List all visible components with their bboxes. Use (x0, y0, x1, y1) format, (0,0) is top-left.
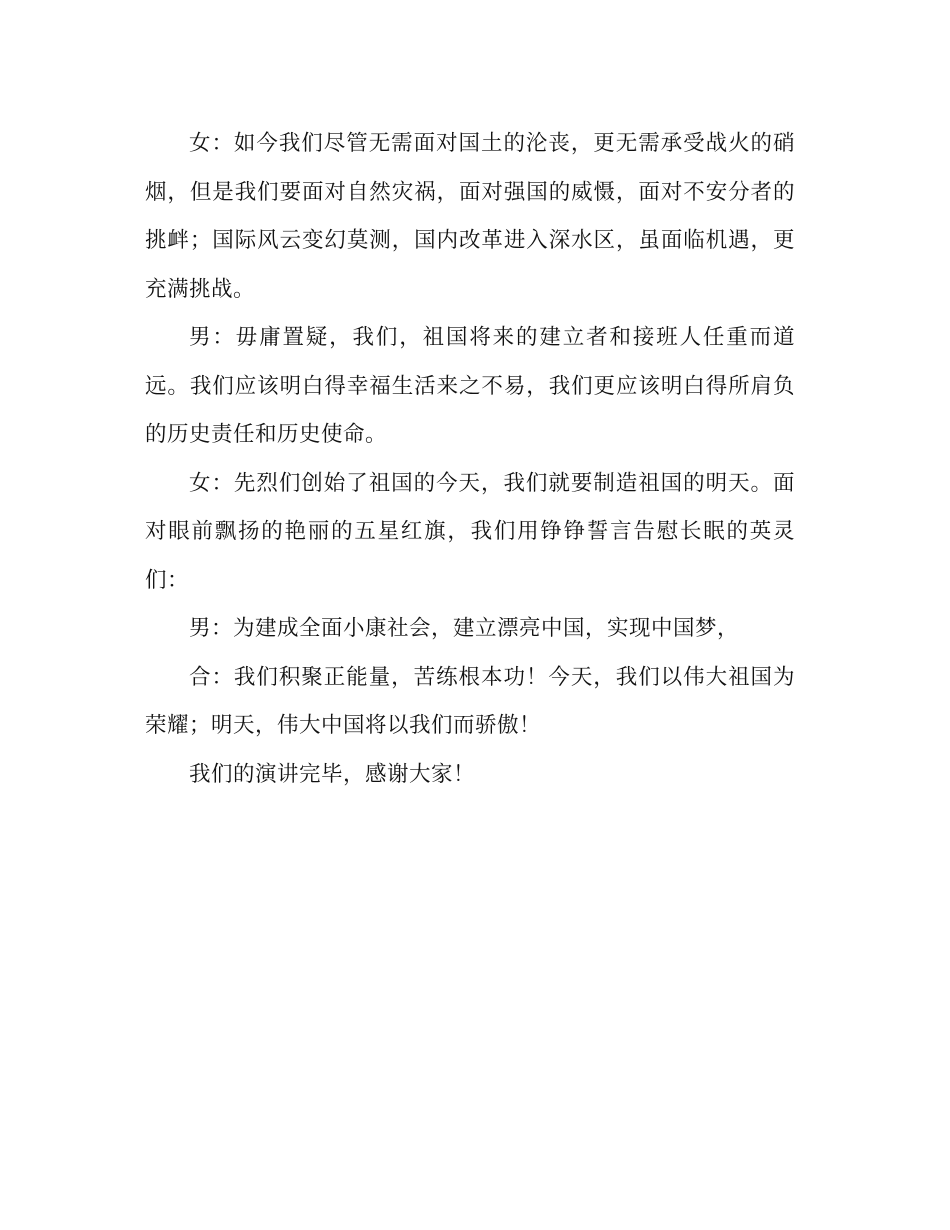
paragraph-2: 男：毋庸置疑，我们，祖国将来的建立者和接班人任重而道远。我们应该明白得幸福生活来之不易，我们更应该明白得所肩负的历史责任和历史使命。 (145, 325, 795, 447)
paragraph-6: 我们的演讲完毕，感谢大家！ (189, 761, 476, 787)
paragraph-1: 女：如今我们尽管无需面对国土的沦丧，更无需承受战火的硝烟，但是我们要面对自然灾祸，面对强国的威慑，面对不安分者的挑衅；国际风云变幻莫测，国内改革进入深水区，虽面临机遇，更充满挑战。 (145, 131, 795, 302)
paragraph-4: 男：为建成全面小康社会，建立漂亮中国，实现中国梦， (189, 616, 740, 641)
paragraph-5: 合：我们积聚正能量，苦练根本功！今天，我们以伟大祖国为荣耀；明天，伟大中国将以我们而骄傲！ (145, 664, 795, 738)
paragraph-3: 女：先烈们创始了祖国的今天，我们就要制造祖国的明天。面对眼前飘扬的艳丽的五星红旗，我们用铮铮誓言告慰长眠的英灵们： (145, 470, 795, 593)
